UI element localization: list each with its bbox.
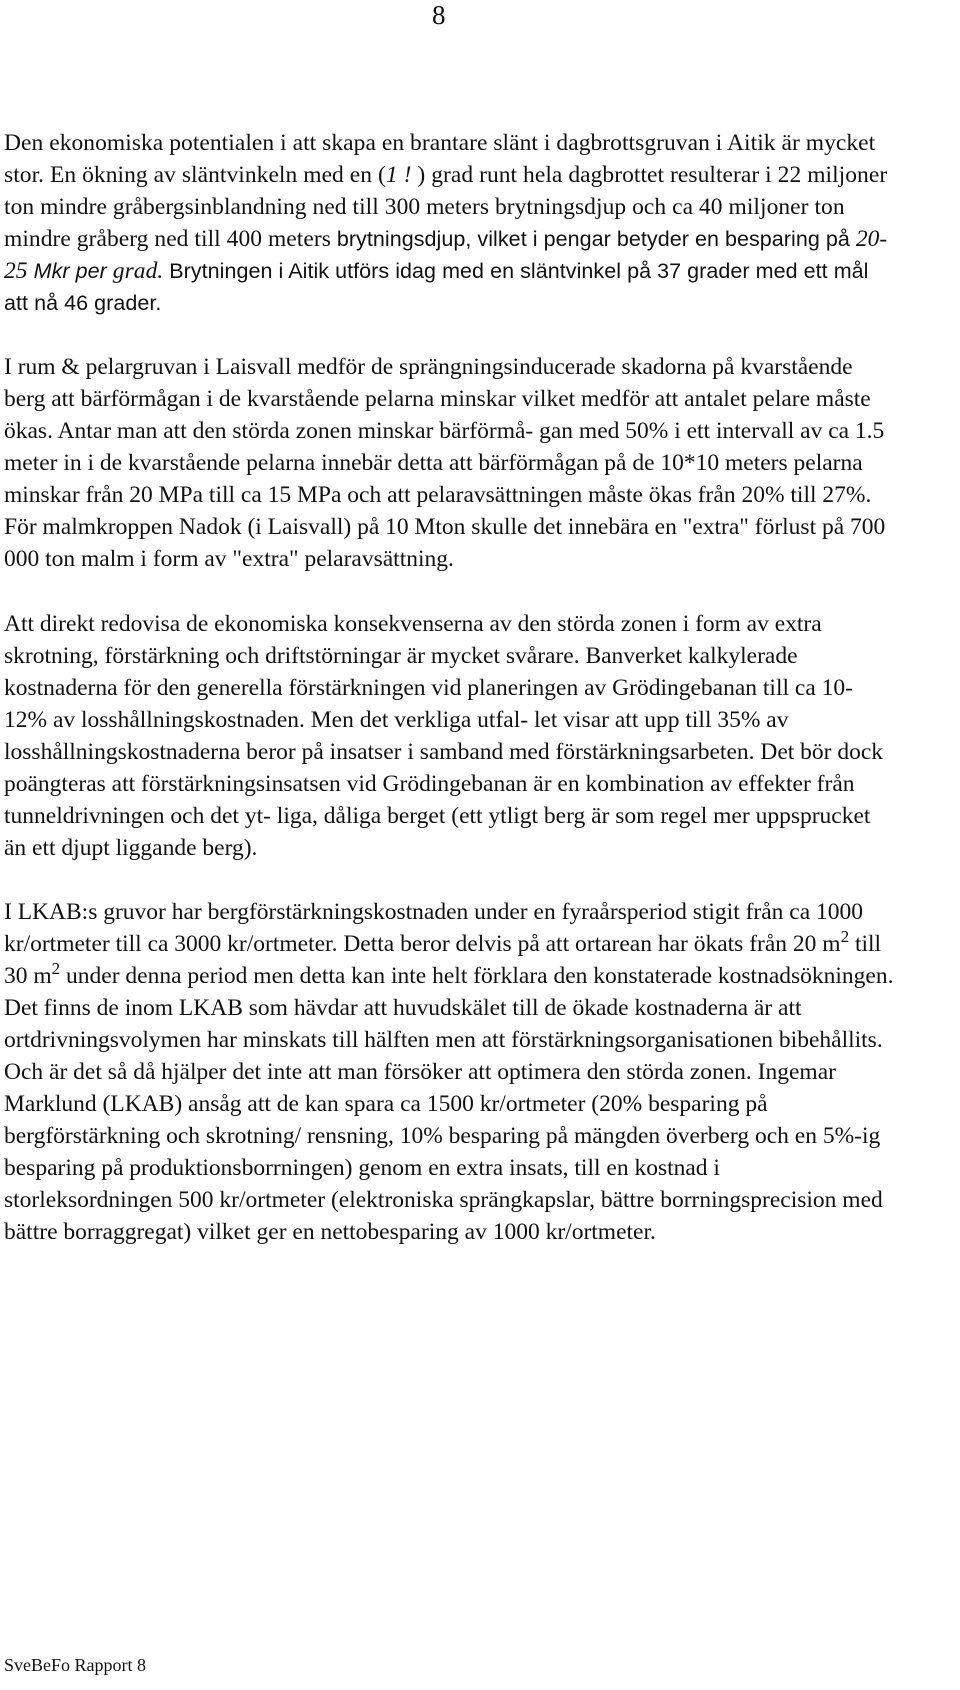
text-run: under denna period men detta kan inte helt förklara den konstaterade kostnadsökningen. Det finns de inom LKAB som hävdar att huvudskälet till de ökade kostnaderna är att ortdrivningsvolymen har minskats till hälften men att förstärkningsorganisationen bibehållits. Och är det så då hjälper det inte att man försöker att optimera den störda zonen. Ingemar Marklund (LKAB) ansåg att de kan spara ca 1500 kr/ortmeter (20% besparing på bergförstärkning och skrotning/ rensning, 10% besparing på mängden överberg och en 5%-ig besparing på produktionsborrningen) genom en extra insats, till en kostnad i storleksordningen 500 kr/ortmeter (elektroniska sprängkapslar, bättre borrningsprecision med bättre borraggregat) vilket ger en nettobesparing av 1000 kr/ortmeter. <box>4 963 894 1245</box>
paragraph-grodingebanan: Att direkt redovisa de ekonomiska konsekvenserna av den störda zonen i form av extra skrotning, förstärkning och driftstörningar är mycket svårare. Banverket kalkylerade kostnaderna för den generella förstärkningen vid planeringen av Grödingebanan till ca 10-12% av losshållningskostnaden. Men det verkliga utfal- let visar att upp till 35% av losshållningskostnaderna beror på insatser i samband med förstärkningsarbeten. Det bör dock poängteras att förstärkningsinsatsen vid Grödingebanan är en kombination av effekter från tunneldrivningen och det yt- liga, dåliga berget (ett ytligt berg är som regel mer uppsprucket än ett djupt liggande berg). <box>4 611 884 861</box>
paragraph-aitik <box>4 127 894 319</box>
superscript: 2 <box>840 927 850 946</box>
text-run-sans: brytningsdjup, vilket i pengar betyder en besparing på <box>336 227 850 251</box>
text-run-italic: grad. <box>106 258 164 284</box>
page-header <box>0 0 960 30</box>
page-footer: SveBeFo Rapport 8 <box>4 1655 146 1675</box>
paragraph-lkab <box>4 896 894 1248</box>
paragraph-laisvall: I rum & pelargruvan i Laisvall medför de sprängningsinducerade skadorna på kvarstående berg att bärförmågan i de kvarstående pelarna minskar vilket medför att antalet pelare måste ökas. Antar man att den störda zonen minskar bärförmå- gan med 50% i ett intervall av ca 1.5 meter in i de kvarstående pelarna innebär detta att bärförmågan på de 10*10 meters pelarna minskar från 20 MPa till ca 15 MPa och att pelaravsättningen måste ökas från 20% till 27%. För malmkroppen Nadok (i Laisvall) på 10 Mton skulle det innebära en "extra" förlust på 700 000 ton malm i form av "extra" pelaravsättning. <box>4 354 886 572</box>
text-run-italic: 1 ! <box>385 162 412 188</box>
superscript: 2 <box>51 959 61 978</box>
text-run: I LKAB:s gruvor har bergförstärkningskostnaden under en fyraårsperiod stigit från ca 1000 kr/ortmeter till ca 3000 kr/ortmeter. Detta beror delvis på att ortarean har ökats från 20 m <box>4 899 864 957</box>
text-run: Den ekonomiska potentialen i att skapa en brantare slänt i dagbrottsgruvan i Aitik är mycket stor. En ökning av släntvinkeln med en ( <box>4 130 876 188</box>
text-run-italic: 20-25 <box>4 226 888 284</box>
page-number: 8 <box>432 0 446 30</box>
text-run-sans: Brytningen i Aitik utförs idag med en släntvinkel på 37 grader med ett mål att nå 46 grader. <box>4 259 869 315</box>
body-text <box>4 127 894 1248</box>
text-run: till 30 m <box>4 931 882 989</box>
text-run: ) grad runt hela dagbrottet resulterar i 22 miljoner ton mindre gråbergsinblandning ned till 300 meters brytningsdjup och ca 40 miljoner ton mindre gråberg ned till 400 meters <box>4 162 888 252</box>
text-run-italic-sans: Mkr per <box>27 259 107 283</box>
